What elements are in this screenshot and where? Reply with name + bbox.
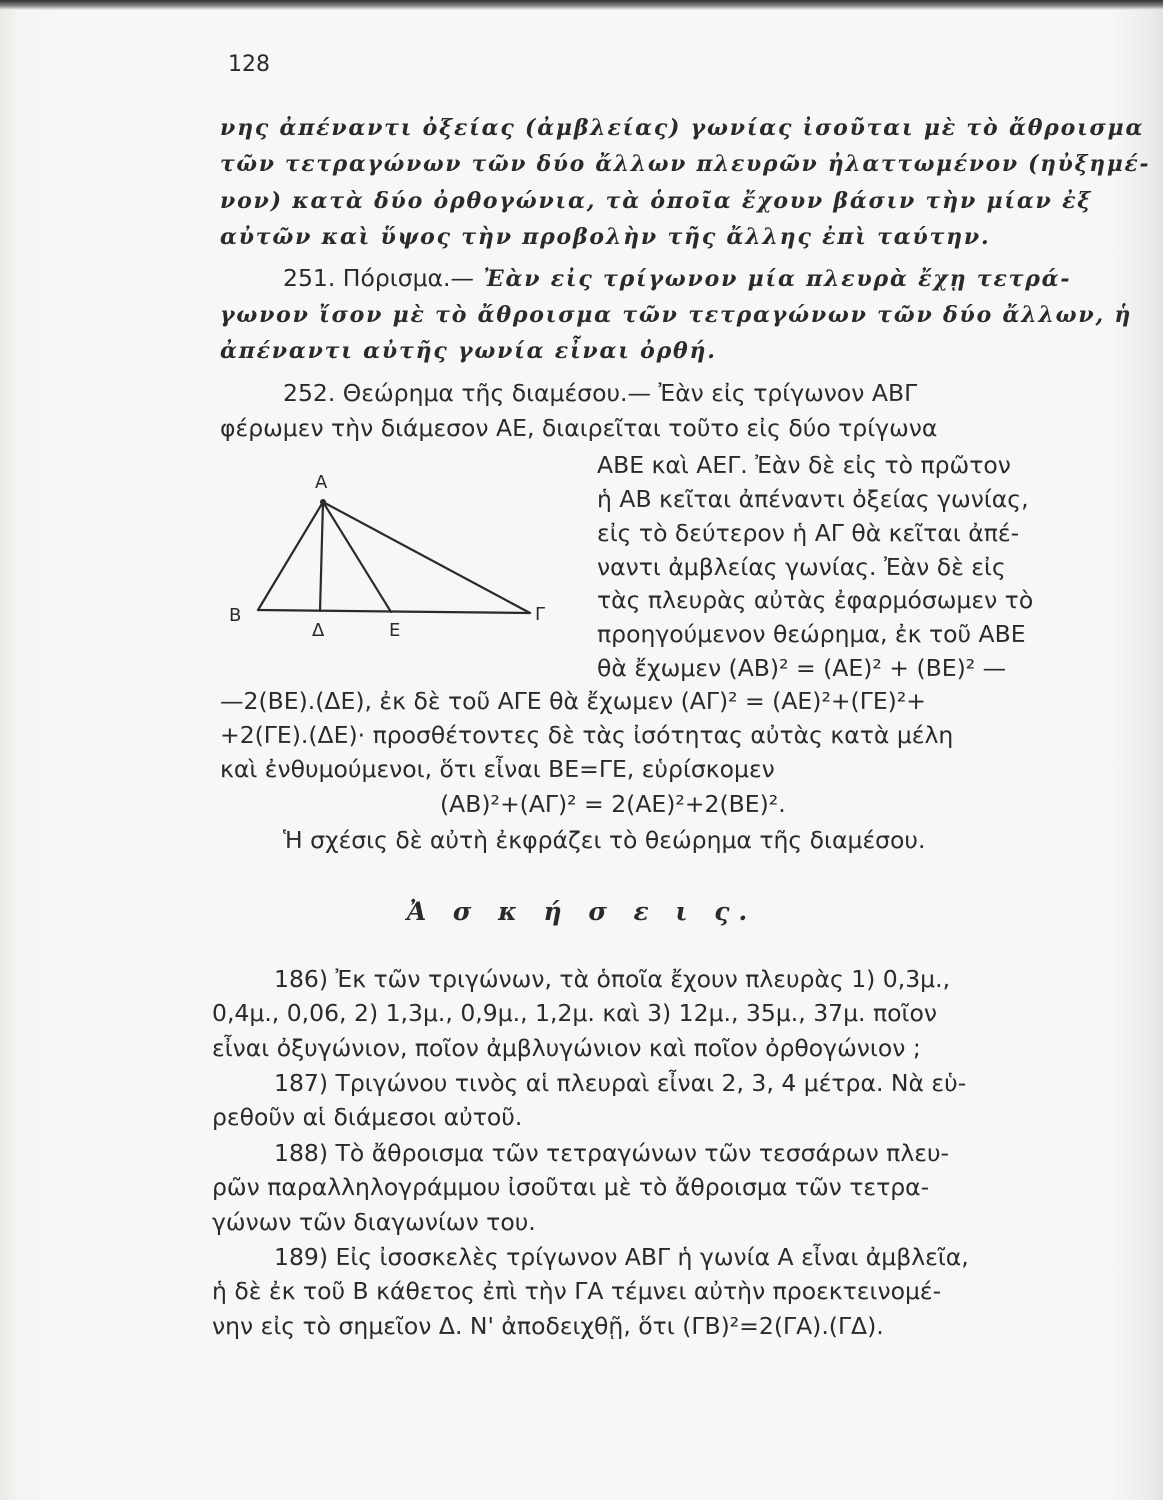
text-line: γωνον ἴσον μὲ τὸ ἄθροισμα τῶν τετραγώνων τῶν δύο ἄλλων, ἡ	[220, 302, 1133, 328]
text-line: ΑΒΕ καὶ ΑΕΓ. Ἐὰν δὲ εἰς τὸ πρῶτον	[597, 451, 1011, 479]
exercise-189-line: νην εἰς τὸ σημεῖον Δ. Ν' ἀποδειχθῇ, ὅτι (ΓΒ)²=2(ΓΑ).(ΓΔ).	[212, 1312, 884, 1340]
side-ab	[258, 502, 323, 610]
section-label: 251. Πόρισμα.—	[283, 264, 475, 292]
text-line: +2(ΓΕ).(ΔΕ)· προσθέτοντες δὲ τὰς ἰσότητας αὐτὰς κατὰ μέλη	[220, 721, 954, 749]
median-ae	[323, 502, 391, 612]
exercise-189-line: 189) Εἰς ἰσοσκελὲς τρίγωνον ΑΒΓ ἡ γωνία Α εἶναι ἀμβλεῖα,	[274, 1243, 969, 1271]
section-251-first-line	[283, 263, 1071, 294]
text-line: ἀπέναντι αὐτῆς γωνία εἶναι ὀρθή.	[220, 338, 717, 364]
section-252-first-line	[283, 378, 917, 408]
exercise-188-line: 188) Τὸ ἄθροισμα τῶν τετραγώνων τῶν τεσσάρων πλευ-	[274, 1139, 950, 1167]
text-line: φέρωμεν τὴν διάμεσον ΑΕ, διαιρεῖται τοῦτο εἰς δύο τρίγωνα	[220, 414, 938, 442]
exercise-187-line: 187) Τριγώνου τινὸς αἱ πλευραὶ εἶναι 2, 3, 4 μέτρα. Νὰ εὑ-	[274, 1069, 967, 1097]
text-line: θὰ ἔχωμεν (ΑΒ)² = (ΑΕ)² + (ΒΕ)² —	[597, 654, 1007, 682]
exercises-heading: Ἀ σ κ ή σ ε ι ς.	[406, 897, 757, 926]
text-line: αὐτῶν καὶ ὕψος τὴν προβολὴν τῆς ἄλλης ἐπὶ ταύτην.	[220, 224, 991, 250]
exercise-187-line: ρεθοῦν αἱ διάμεσοι αὐτοῦ.	[212, 1103, 523, 1131]
text-line: καὶ ἐνθυμούμενοι, ὅτι εἶναι ΒΕ=ΓΕ, εὑρίσκομεν	[220, 755, 775, 783]
text-line: ἡ ΑΒ κεῖται ἀπέναντι ὀξείας γωνίας,	[597, 485, 1029, 513]
text-line: εἰς τὸ δεύτερον ἡ ΑΓ θὰ κεῖται ἀπέ-	[597, 519, 1020, 547]
point-label-e: Ε	[389, 620, 401, 641]
point-label-d: Δ	[312, 620, 325, 641]
text-line: Ἡ σχέσις δὲ αὐτὴ ἐκφράζει τὸ θεώρημα τῆς διαμέσου.	[283, 826, 926, 854]
exercise-186-line: 186) Ἐκ τῶν τριγώνων, τὰ ὁποῖα ἔχουν πλευρὰς 1) 0,3μ.,	[274, 965, 951, 993]
median-triangle-figure	[225, 468, 570, 653]
median-formula: (ΑΒ)²+(ΑΓ)² = 2(ΑΕ)²+2(ΒΕ)².	[440, 790, 786, 818]
text-line: νον) κατὰ δύο ὀρθογώνια, τὰ ὁποῖα ἔχουν βάσιν τὴν μίαν ἐξ	[220, 188, 1093, 214]
text-line: νης ἀπέναντι ὀξείας (ἀμβλείας) γωνίας ἰσοῦται μὲ τὸ ἄθροισμα	[220, 115, 1145, 141]
text-line: τὰς πλευρὰς αὐτὰς ἐφαρμόσωμεν τὸ	[597, 586, 1034, 614]
exercise-186-line: εἶναι ὀξυγώνιον, ποῖον ἀμβλυγώνιον καὶ ποῖον ὀρθογώνιον ;	[212, 1034, 921, 1062]
side-ag	[323, 502, 530, 613]
exercise-186-line: 0,4μ., 0,06, 2) 1,3μ., 0,9μ., 1,2μ. καὶ 3) 12μ., 35μ., 37μ. ποῖον	[212, 999, 937, 1027]
exercise-188-line: γώνων τῶν διαγωνίων του.	[212, 1208, 536, 1236]
text-line: προηγούμενον θεώρημα, ἐκ τοῦ ΑΒΕ	[597, 620, 1026, 648]
text-line: ναντι ἀμβλείας γωνίας. Ἐὰν δὲ εἰς	[597, 553, 1006, 581]
text-line: τῶν τετραγώνων τῶν δύο ἄλλων πλευρῶν ἠλαττωμένον (ηὐξημέ-	[220, 151, 1151, 177]
vertex-label-a: Α	[315, 472, 328, 493]
altitude-ad	[320, 502, 323, 611]
side-bg	[258, 610, 530, 613]
text-span: Ἐὰν εἰς τρίγωνον μία πλευρὰ ἔχῃ τετρά-	[474, 266, 1072, 292]
exercise-189-line: ἡ δὲ ἐκ τοῦ Β κάθετος ἐπὶ τὴν ΓΑ τέμνει αὐτὴν προεκτεινομέ-	[212, 1277, 942, 1305]
text-span: Ἐὰν εἰς τρίγωνον ΑΒΓ	[651, 379, 918, 407]
vertex-a-dot	[320, 499, 326, 505]
section-label: 252. Θεώρημα τῆς διαμέσου.—	[283, 379, 652, 407]
vertex-label-g: Γ	[535, 604, 546, 625]
vertex-label-b: Β	[229, 605, 242, 626]
text-line: —2(ΒΕ).(ΔΕ), ἐκ δὲ τοῦ ΑΓΕ θὰ ἔχωμεν (ΑΓ)² = (ΑΕ)²+(ΓΕ)²+	[220, 687, 926, 715]
page-number: 128	[228, 52, 270, 77]
exercise-188-line: ρῶν παραλληλογράμμου ἰσοῦται μὲ τὸ ἄθροισμα τῶν τετρα-	[212, 1173, 930, 1201]
page-top-edge	[0, 0, 1163, 10]
